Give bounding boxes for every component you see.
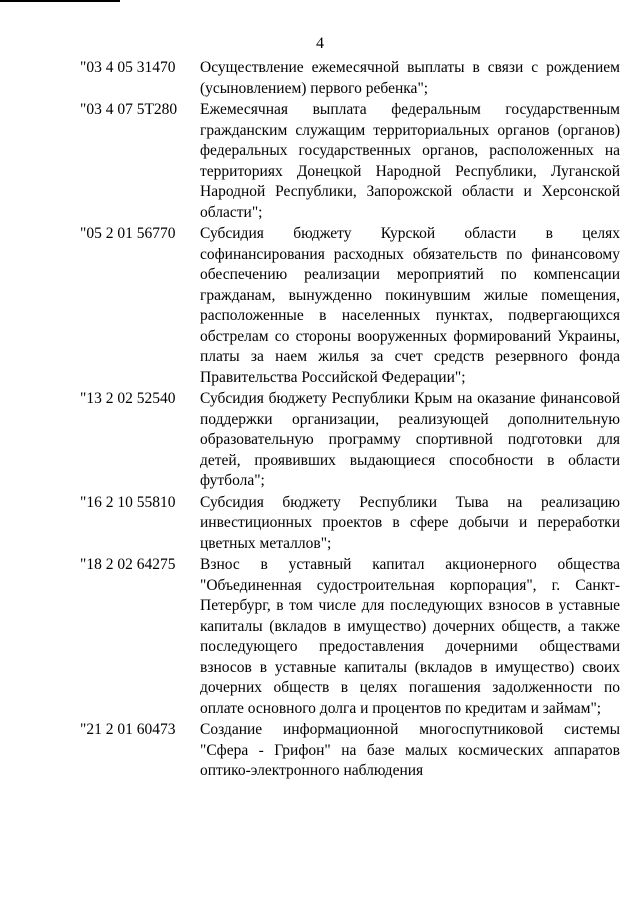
budget-code: "21 2 01 60473 xyxy=(80,721,176,738)
budget-code-list xyxy=(80,58,620,783)
budget-description: Субсидия бюджету Республики Крым на оказание финансовой поддержки организации, реализующей дополнительную образовательную программу спортивной подготовки для детей, проявивших выдающиеся способности в области футбола"; xyxy=(200,390,620,489)
budget-code: "03 4 05 31470 xyxy=(80,59,176,76)
list-item xyxy=(80,224,620,388)
list-item xyxy=(80,389,620,492)
budget-description: Осуществление ежемесячной выплаты в связи с рождением (усыновлением) первого ребенка"; xyxy=(200,59,620,97)
budget-description: Субсидия бюджету Курской области в целях софинансирования расходных обязательств по финансовому обеспечению реализации мероприятий по компенсации гражданам, вынужденно покинувшим жилые помещения, расположенные в населенных пунктах, подвергающихся обстрелам со стороны вооруженных формирований Украины, платы за наем жилья за счет средств резервного фонда Правительства Российской Федерации"; xyxy=(200,225,620,386)
budget-description: Ежемесячная выплата федеральным государственным гражданским служащим территориальных органов (органов) федеральных государственных органов, расположенных на территориях Донецкой Народной Республики, Луганской Народной Республики, Запорожской области и Херсонской области"; xyxy=(200,101,620,221)
list-item xyxy=(80,720,620,782)
budget-description: Взнос в уставный капитал акционерного общества "Объединенная судостроительная корпорация", г. Санкт-Петербург, в том числе для последующих взносов в уставные капиталы (вкладов в имущество) дочерних обществ, а также последующего предоставления дочерними обществами взносов в уставные капиталы (вкладов в имущество) своих дочерних обществ в целях погашения задолженности по оплате основного долга и процентов по кредитам и займам"; xyxy=(200,556,620,717)
list-item xyxy=(80,493,620,555)
top-edge-mark xyxy=(0,0,120,2)
budget-description: Субсидия бюджету Республики Тыва на реализацию инвестиционных проектов в сфере добычи и переработки цветных металлов"; xyxy=(200,493,620,552)
budget-code: "16 2 10 55810 xyxy=(80,493,176,511)
list-item xyxy=(80,100,620,223)
list-item xyxy=(80,555,620,719)
page-number: 4 xyxy=(316,35,324,52)
budget-description: Создание информационной многоспутниковой системы "Сфера - Грифон" на базе малых космических аппаратов оптико-электронного наблюдения xyxy=(200,721,620,779)
list-item xyxy=(80,58,620,99)
budget-code: "18 2 02 64275 xyxy=(80,556,176,573)
budget-code: "03 4 07 5Т280 xyxy=(80,101,178,118)
budget-code: "13 2 02 52540 xyxy=(80,390,176,407)
budget-code: "05 2 01 56770 xyxy=(80,225,176,242)
